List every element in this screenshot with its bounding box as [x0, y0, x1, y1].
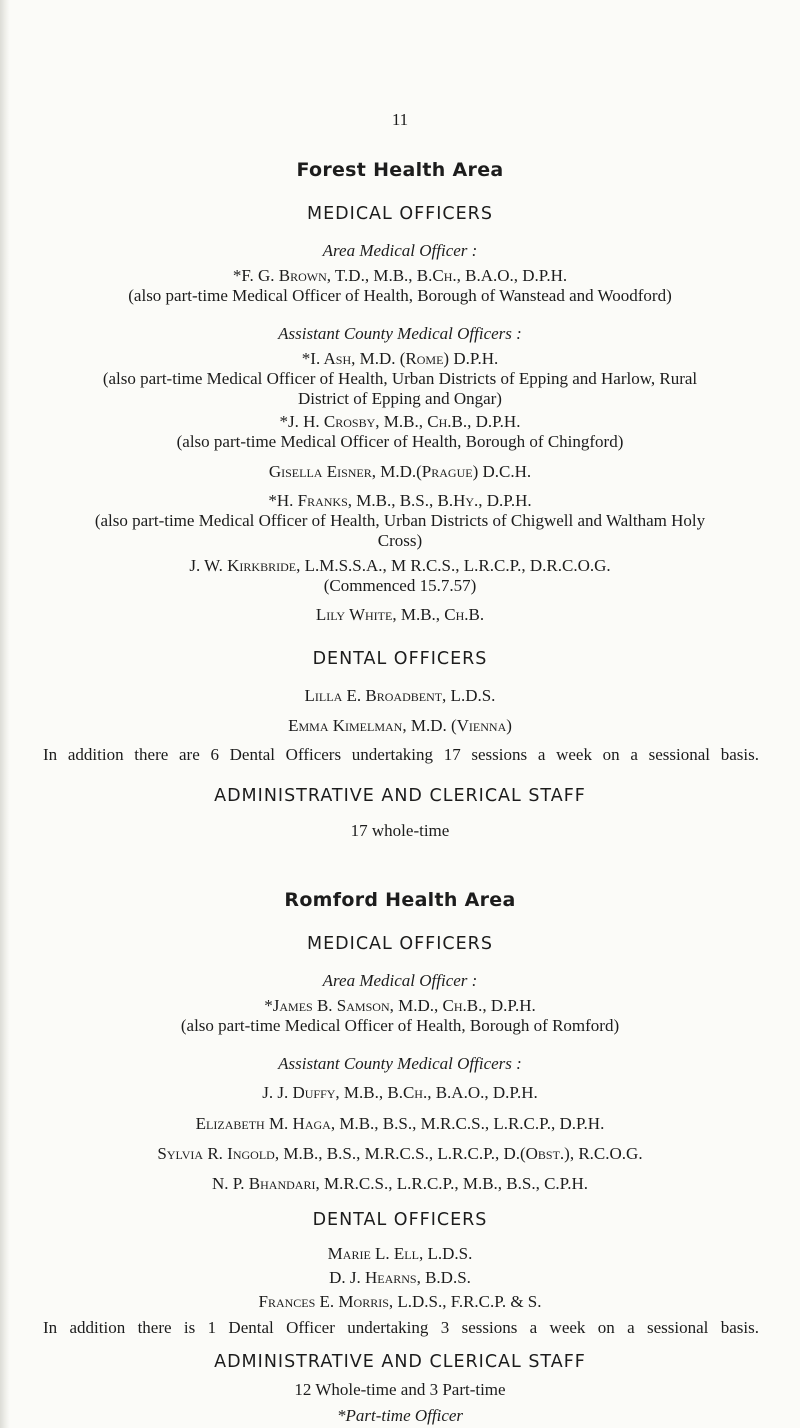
- romford-amo-note: (also part-time Medical Officer of Health, Borough of Romford): [180, 1016, 620, 1035]
- forest-dental-officer-1: Lilla E. Broadbent, L.D.S.: [304, 686, 496, 705]
- forest-area-medical-officer-label: Area Medical Officer :: [322, 241, 478, 260]
- forest-acmo-label: Assistant County Medical Officers :: [278, 324, 522, 343]
- page-number: 11: [391, 110, 409, 129]
- romford-amo-name: *James B. Samson, M.D., Ch.B., D.P.H.: [264, 996, 536, 1015]
- romford-dental-officers-heading: DENTAL OFFICERS: [312, 1210, 488, 1230]
- romford-area-title: Romford Health Area: [284, 889, 516, 911]
- romford-dental-officer-1: Marie L. Ell, L.D.S.: [327, 1244, 473, 1263]
- forest-amo-name: *F. G. Brown, T.D., M.B., B.Ch., B.A.O., D.P.H.: [232, 266, 568, 285]
- romford-acmo-2: Elizabeth M. Haga, M.B., B.S., M.R.C.S., L.R.C.P., D.P.H.: [195, 1114, 605, 1133]
- forest-area-title: Forest Health Area: [296, 159, 504, 181]
- forest-ash-note-line2: District of Epping and Ongar): [298, 389, 502, 408]
- forest-ash-name: *I. Ash, M.D. (Rome) D.P.H.: [301, 349, 499, 368]
- forest-kirkbride-note: (Commenced 15.7.57): [323, 576, 477, 595]
- forest-crosby-name: *J. H. Crosby, M.B., Ch.B., D.P.H.: [279, 412, 521, 431]
- footnote-part-time-officer: *Part-time Officer: [336, 1406, 464, 1425]
- romford-acmo-label: Assistant County Medical Officers :: [278, 1054, 522, 1073]
- forest-kirkbride-name: J. W. Kirkbride, L.M.S.S.A., M R.C.S., L.R.C.P., D.R.C.O.G.: [189, 556, 611, 575]
- forest-ash-note-line1: (also part-time Medical Officer of Health, Urban Districts of Epping and Harlow, Rural: [102, 369, 698, 388]
- forest-admin-text: 17 whole-time: [350, 821, 450, 840]
- forest-white-name: Lily White, M.B., Ch.B.: [315, 605, 485, 624]
- romford-dental-officer-3: Frances E. Morris, L.D.S., F.R.C.P. & S.: [258, 1292, 542, 1311]
- romford-acmo-3: Sylvia R. Ingold, M.B., B.S., M.R.C.S., L.R.C.P., D.(Obst.), R.C.O.G.: [157, 1144, 643, 1163]
- forest-dental-officer-2: Emma Kimelman, M.D. (Vienna): [288, 716, 512, 735]
- forest-franks-note-line1: (also part-time Medical Officer of Health, Urban Districts of Chigwell and Waltham Holy: [94, 511, 706, 530]
- romford-admin-heading: ADMINISTRATIVE AND CLERICAL STAFF: [214, 1352, 586, 1372]
- romford-admin-text: 12 Whole-time and 3 Part-time: [294, 1380, 506, 1399]
- forest-dental-note: In addition there are 6 Dental Officers undertaking 17 sessions a week on a sessional basis.: [43, 745, 759, 764]
- romford-medical-officers-heading: MEDICAL OFFICERS: [307, 934, 493, 954]
- forest-crosby-note: (also part-time Medical Officer of Health, Borough of Chingford): [176, 432, 624, 451]
- romford-area-medical-officer-label: Area Medical Officer :: [322, 971, 478, 990]
- romford-acmo-1: J. J. Duffy, M.B., B.Ch., B.A.O., D.P.H.: [262, 1083, 538, 1102]
- forest-admin-heading: ADMINISTRATIVE AND CLERICAL STAFF: [214, 786, 586, 806]
- forest-eisner-name: Gisella Eisner, M.D.(Prague) D.C.H.: [268, 462, 532, 481]
- romford-acmo-4: N. P. Bhandari, M.R.C.S., L.R.C.P., M.B., B.S., C.P.H.: [211, 1174, 589, 1193]
- forest-amo-note: (also part-time Medical Officer of Health, Borough of Wanstead and Woodford): [128, 286, 672, 305]
- romford-dental-officer-2: D. J. Hearns, B.D.S.: [329, 1268, 471, 1287]
- forest-franks-name: *H. Franks, M.B., B.S., B.Hy., D.P.H.: [268, 491, 532, 510]
- forest-dental-officers-heading: DENTAL OFFICERS: [312, 649, 488, 669]
- romford-dental-note: In addition there is 1 Dental Officer undertaking 3 sessions a week on a sessional basis.: [43, 1318, 759, 1337]
- forest-franks-note-line2: Cross): [377, 531, 423, 550]
- forest-medical-officers-heading: MEDICAL OFFICERS: [307, 204, 493, 224]
